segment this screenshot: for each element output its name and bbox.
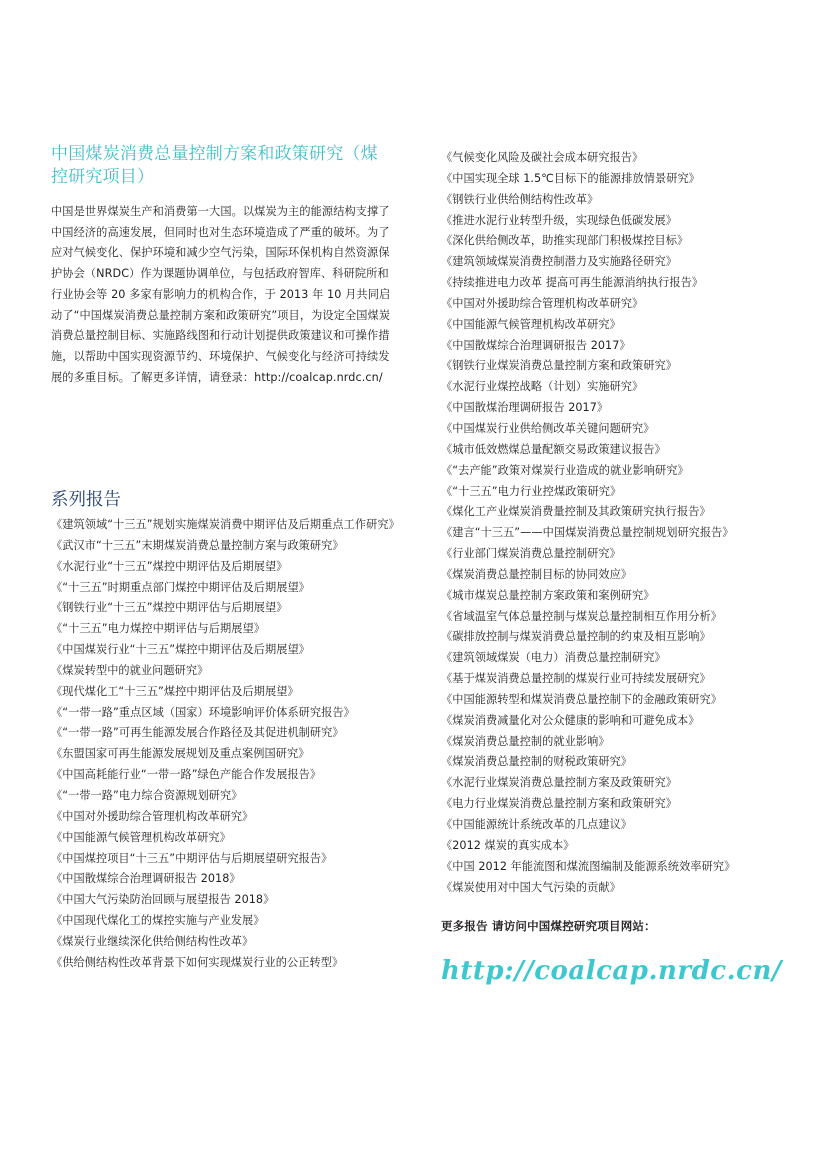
report-list-item: 《煤化工产业煤炭消费量控制及其政策研究执行报告》 bbox=[441, 505, 711, 519]
report-list-item: 《水泥行业“十三五”煤控中期评估及后期展望》 bbox=[51, 559, 288, 573]
report-list-item: 《中国散煤综合治理调研报告 2017》 bbox=[441, 338, 631, 352]
report-list-item: 《深化供给侧改革，助推实现部门积极煤控目标》 bbox=[441, 234, 689, 248]
report-list-item: 《水泥行业煤控战略（计划）实施研究》 bbox=[441, 380, 644, 394]
report-list-item: 《“十三五”时期重点部门煤控中期评估及后期展望》 bbox=[51, 580, 310, 594]
report-list-item: 《中国 2012 年能流图和煤流图编制及能源系统效率研究》 bbox=[441, 859, 736, 873]
report-list-item: 《煤炭消费总量控制的就业影响》 bbox=[441, 734, 610, 748]
report-list-item: 《电力行业煤炭消费总量控制方案和政策研究》 bbox=[441, 797, 677, 811]
report-list-item: 《煤炭消费总量控制目标的协同效应》 bbox=[441, 567, 633, 581]
website-link[interactable]: http://coalcap.nrdc.cn/ bbox=[441, 956, 782, 986]
report-list-item: 《建筑领域煤炭（电力）消费总量控制研究》 bbox=[441, 651, 666, 665]
report-list-item: 《煤炭消费总量控制的财税政策研究》 bbox=[441, 755, 633, 769]
report-list-item: 《持续推进电力改革 提高可再生能源消纳执行报告》 bbox=[441, 276, 704, 290]
report-list-item: 《中国煤炭行业供给侧改革关键问题研究》 bbox=[441, 421, 655, 435]
report-list-item: 《中国现代煤化工的煤控实施与产业发展》 bbox=[51, 914, 265, 928]
report-list-item: 《中国散煤治理调研报告 2017》 bbox=[441, 401, 609, 415]
report-list-item: 《城市煤炭总量控制方案政策和案例研究》 bbox=[441, 588, 655, 602]
report-list-item: 《基于煤炭消费总量控制的煤炭行业可持续发展研究》 bbox=[441, 672, 711, 686]
report-list-item: 《城市低效燃煤总量配额交易政策建议报告》 bbox=[441, 442, 666, 456]
report-list-item: 《中国煤炭行业“十三五”煤控中期评估及后期展望》 bbox=[51, 643, 310, 657]
report-list-item: 《中国能源气候管理机构改革研究》 bbox=[51, 830, 231, 844]
project-title: 中国煤炭消费总量控制方案和政策研究（煤控研究项目） bbox=[51, 144, 378, 187]
report-list-item: 《钢铁行业“十三五”煤控中期评估与后期展望》 bbox=[51, 601, 288, 615]
report-list-item: 《省域温室气体总量控制与煤炭总量控制相互作用分析》 bbox=[441, 609, 722, 623]
report-list-item: 《碳排放控制与煤炭消费总量控制的约束及相互影响》 bbox=[441, 630, 711, 644]
report-list-item: 《煤炭消费减量化对公众健康的影响和可避免成本》 bbox=[441, 713, 700, 727]
report-list-item: 《“十三五”电力煤控中期评估与后期展望》 bbox=[51, 622, 265, 636]
report-list-item: 《中国对外援助综合管理机构改革研究》 bbox=[51, 809, 254, 823]
report-list-item: 《中国散煤综合治理调研报告 2018》 bbox=[51, 872, 241, 886]
report-list-item: 《现代煤化工“十三五”煤控中期评估及后期展望》 bbox=[51, 684, 299, 698]
report-list-item: 《中国煤控项目“十三五”中期评估与后期展望研究报告》 bbox=[51, 851, 333, 865]
report-list-item: 《钢铁行业供给侧结构性改革》 bbox=[441, 192, 599, 206]
report-list-item: 《建筑领域煤炭消费控制潜力及实施路径研究》 bbox=[441, 255, 677, 269]
report-list-item: 《中国高耗能行业“一带一路”绿色产能合作发展报告》 bbox=[51, 768, 322, 782]
series-reports-heading: 系列报告 bbox=[51, 490, 121, 510]
report-list-item: 《气候变化风险及碳社会成本研究报告》 bbox=[441, 151, 644, 164]
report-list-item: 《“十三五”电力行业控煤政策研究》 bbox=[441, 484, 622, 498]
report-list-item: 《钢铁行业煤炭消费总量控制方案和政策研究》 bbox=[441, 359, 677, 373]
report-list-item: 《煤炭转型中的就业问题研究》 bbox=[51, 663, 209, 677]
report-list-item: 《中国实现全球 1.5℃目标下的能源排放情景研究》 bbox=[441, 171, 700, 185]
report-list bbox=[51, 515, 400, 974]
project-intro-text: 中国是世界煤炭生产和消费第一大国。以煤炭为主的能源结构支撑了中国经济的高速发展，但同时也对生态环境造成了严重的破坏。为了应对气候变化、保护环境和减少空气污染，国际环保机构自然资源保护协会（NRDC）作为课题协调单位，与包括政府智库、科研院所和行业协会等 20 多家有影响力的机构合作，于 2013 年 10 月共同启动了“中国煤炭消费总量控制方案和政策研究”项目，为设定全国煤炭消费总量控制目标、实施路线图和行动计划提供政策建议和可操作措施，以帮助中国实现资源节约、环境保护、气候变化与经济可持续发展的多重目标。了解更多详情，请登录：http://coalcap.nrdc.cn/ bbox=[51, 205, 391, 384]
report-list-item: 《供给侧结构性改革背景下如何实现煤炭行业的公正转型》 bbox=[51, 955, 344, 969]
report-list-left bbox=[51, 515, 400, 974]
report-list-item: 《建筑领域“十三五”规划实施煤炭消费中期评估及后期重点工作研究》 bbox=[51, 518, 400, 531]
more-reports-label: 更多报告 请访问中国煤控研究项目网站： bbox=[441, 919, 656, 933]
report-list bbox=[441, 148, 801, 898]
report-list-item: 《2012 煤炭的真实成本》 bbox=[441, 838, 575, 852]
report-list-item: 《中国能源统计系统改革的几点建议》 bbox=[441, 818, 633, 831]
report-list-item: 《“一带一路”可再生能源发展合作路径及其促进机制研究》 bbox=[51, 726, 344, 740]
report-list-item: 《中国对外援助综合管理机构改革研究》 bbox=[441, 296, 644, 310]
report-list-item: 《“一带一路”重点区域（国家）环境影响评价体系研究报告》 bbox=[51, 705, 355, 719]
report-list-item: 《中国能源转型和煤炭消费总量控制下的金融政策研究》 bbox=[441, 692, 722, 706]
report-list-item: 《煤炭使用对中国大气污染的贡献》 bbox=[441, 880, 621, 894]
report-list-item: 《武汉市“十三五”末期煤炭消费总量控制方案与政策研究》 bbox=[51, 538, 344, 552]
report-list-item: 《“一带一路”电力综合资源规划研究》 bbox=[51, 788, 243, 802]
report-list-item: 《中国大气污染防治回顾与展望报告 2018》 bbox=[51, 893, 275, 907]
report-list-item: 《“去产能”政策对煤炭行业造成的就业影响研究》 bbox=[441, 463, 689, 477]
report-list-item: 《推进水泥行业转型升级，实现绿色低碳发展》 bbox=[441, 213, 677, 227]
report-list-item: 《建言“十三五”——中国煤炭消费总量控制规划研究报告》 bbox=[441, 526, 734, 540]
project-intro-section bbox=[51, 143, 393, 388]
report-list-item: 《行业部门煤炭消费总量控制研究》 bbox=[441, 547, 621, 561]
report-list-item: 《水泥行业煤炭消费总量控制方案及政策研究》 bbox=[441, 776, 677, 790]
report-list-item: 《东盟国家可再生能源发展规划及重点案例国研究》 bbox=[51, 747, 310, 761]
report-list-item: 《中国能源气候管理机构改革研究》 bbox=[441, 317, 621, 331]
report-list-item: 《煤炭行业继续深化供给侧结构性改革》 bbox=[51, 934, 254, 948]
report-list-right bbox=[441, 148, 801, 898]
